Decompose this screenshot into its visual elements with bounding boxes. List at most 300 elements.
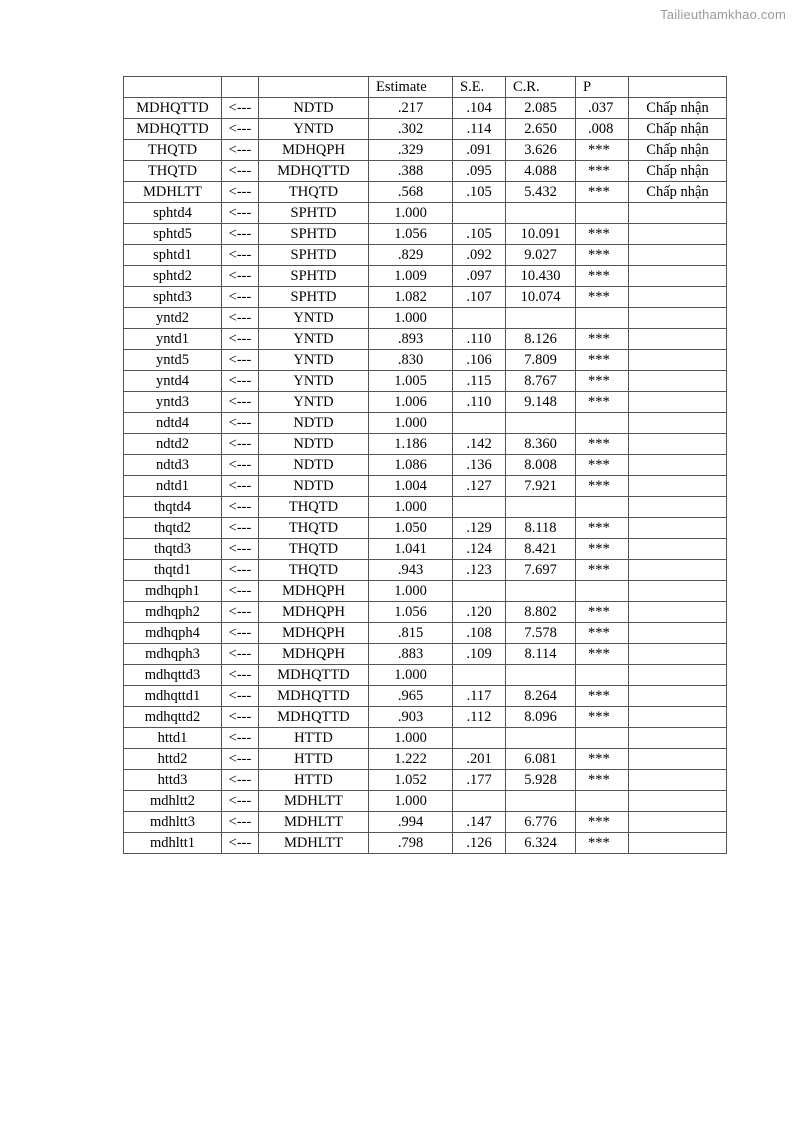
cell-p: *** xyxy=(576,287,629,308)
cell-cr: 9.027 xyxy=(506,245,576,266)
cell-estimate: .302 xyxy=(369,119,453,140)
table-row xyxy=(124,203,727,224)
cell-estimate: 1.050 xyxy=(369,518,453,539)
table-row xyxy=(124,665,727,686)
cell-variable: mdhqph1 xyxy=(124,581,222,602)
cell-se xyxy=(453,203,506,224)
cell-cr: 5.928 xyxy=(506,770,576,791)
cell-p: *** xyxy=(576,644,629,665)
cell-se: .105 xyxy=(453,224,506,245)
cell-se: .115 xyxy=(453,371,506,392)
cell-p: *** xyxy=(576,686,629,707)
cell-p: *** xyxy=(576,329,629,350)
cell-estimate: .965 xyxy=(369,686,453,707)
cell-variable: ndtd2 xyxy=(124,434,222,455)
cell-arrow: <--- xyxy=(222,392,259,413)
table-header-row xyxy=(124,77,727,98)
cell-estimate: 1.056 xyxy=(369,224,453,245)
cell-factor: THQTD xyxy=(259,497,369,518)
cell-arrow: <--- xyxy=(222,161,259,182)
cell-note xyxy=(629,497,727,518)
cell-factor: MDHQTTD xyxy=(259,686,369,707)
table-row xyxy=(124,602,727,623)
table-row xyxy=(124,266,727,287)
cell-factor: YNTD xyxy=(259,392,369,413)
cell-p xyxy=(576,728,629,749)
cell-p xyxy=(576,203,629,224)
cell-estimate: .329 xyxy=(369,140,453,161)
cell-estimate: .994 xyxy=(369,812,453,833)
cell-estimate: .903 xyxy=(369,707,453,728)
cell-estimate: 1.005 xyxy=(369,371,453,392)
cell-note xyxy=(629,350,727,371)
cell-p xyxy=(576,413,629,434)
cell-factor: YNTD xyxy=(259,371,369,392)
cell-estimate: .815 xyxy=(369,623,453,644)
cell-note xyxy=(629,623,727,644)
table-row xyxy=(124,833,727,854)
table-row xyxy=(124,140,727,161)
cell-note xyxy=(629,581,727,602)
cell-cr: 8.118 xyxy=(506,518,576,539)
table-body xyxy=(124,77,727,854)
cell-se xyxy=(453,308,506,329)
table-row xyxy=(124,182,727,203)
cell-estimate: 1.052 xyxy=(369,770,453,791)
cell-arrow: <--- xyxy=(222,665,259,686)
cell-factor: YNTD xyxy=(259,119,369,140)
cell-se: .126 xyxy=(453,833,506,854)
cell-note: Chấp nhận xyxy=(629,161,727,182)
cell-variable: thqtd2 xyxy=(124,518,222,539)
cell-factor: THQTD xyxy=(259,518,369,539)
cell-estimate: .830 xyxy=(369,350,453,371)
cell-arrow: <--- xyxy=(222,728,259,749)
table-row xyxy=(124,413,727,434)
table-row xyxy=(124,560,727,581)
cell-factor: MDHLTT xyxy=(259,791,369,812)
cell-variable: thqtd1 xyxy=(124,560,222,581)
cell-arrow: <--- xyxy=(222,413,259,434)
cell-factor: MDHQPH xyxy=(259,140,369,161)
table-row xyxy=(124,476,727,497)
cell-se: .147 xyxy=(453,812,506,833)
table-row xyxy=(124,119,727,140)
cell-se: .142 xyxy=(453,434,506,455)
cell-p: *** xyxy=(576,392,629,413)
cell-variable: mdhqttd2 xyxy=(124,707,222,728)
cell-se: .129 xyxy=(453,518,506,539)
cell-estimate: 1.000 xyxy=(369,413,453,434)
cell-estimate: .217 xyxy=(369,98,453,119)
cell-p: *** xyxy=(576,140,629,161)
cell-note xyxy=(629,287,727,308)
header-cell xyxy=(222,77,259,98)
cell-estimate: 1.056 xyxy=(369,602,453,623)
cell-estimate: 1.222 xyxy=(369,749,453,770)
cell-se xyxy=(453,728,506,749)
cell-variable: httd1 xyxy=(124,728,222,749)
cell-estimate: .388 xyxy=(369,161,453,182)
cell-variable: thqtd3 xyxy=(124,539,222,560)
cell-se: .110 xyxy=(453,329,506,350)
cell-p: .008 xyxy=(576,119,629,140)
cell-factor: MDHQPH xyxy=(259,602,369,623)
cell-arrow: <--- xyxy=(222,560,259,581)
cell-note xyxy=(629,371,727,392)
cell-p: *** xyxy=(576,518,629,539)
cell-note: Chấp nhận xyxy=(629,119,727,140)
cell-variable: httd2 xyxy=(124,749,222,770)
cell-factor: SPHTD xyxy=(259,287,369,308)
cell-arrow: <--- xyxy=(222,497,259,518)
cell-variable: mdhqph4 xyxy=(124,623,222,644)
cell-cr: 8.767 xyxy=(506,371,576,392)
cell-factor: NDTD xyxy=(259,413,369,434)
cell-p: *** xyxy=(576,350,629,371)
cell-note xyxy=(629,728,727,749)
cell-arrow: <--- xyxy=(222,833,259,854)
cell-cr: 6.081 xyxy=(506,749,576,770)
table-row xyxy=(124,812,727,833)
cell-note xyxy=(629,560,727,581)
cell-arrow: <--- xyxy=(222,308,259,329)
cell-note: Chấp nhận xyxy=(629,182,727,203)
cell-note xyxy=(629,602,727,623)
table-row xyxy=(124,350,727,371)
cell-factor: SPHTD xyxy=(259,266,369,287)
cell-cr: 10.074 xyxy=(506,287,576,308)
cell-variable: THQTD xyxy=(124,140,222,161)
cell-estimate: 1.000 xyxy=(369,665,453,686)
cell-note xyxy=(629,833,727,854)
cell-se: .110 xyxy=(453,392,506,413)
table-row xyxy=(124,287,727,308)
cell-variable: yntd1 xyxy=(124,329,222,350)
cell-cr: 7.578 xyxy=(506,623,576,644)
table-row xyxy=(124,749,727,770)
cell-note xyxy=(629,539,727,560)
cell-factor: MDHLTT xyxy=(259,833,369,854)
cell-p: .037 xyxy=(576,98,629,119)
cell-variable: mdhqttd1 xyxy=(124,686,222,707)
cell-note: Chấp nhận xyxy=(629,140,727,161)
cell-estimate: 1.086 xyxy=(369,455,453,476)
cell-cr: 4.088 xyxy=(506,161,576,182)
cell-variable: sphtd2 xyxy=(124,266,222,287)
header-cell xyxy=(124,77,222,98)
table-row xyxy=(124,497,727,518)
cell-estimate: 1.000 xyxy=(369,581,453,602)
cell-arrow: <--- xyxy=(222,623,259,644)
cell-p: *** xyxy=(576,749,629,770)
cell-factor: MDHQTTD xyxy=(259,707,369,728)
cell-cr: 6.776 xyxy=(506,812,576,833)
cell-estimate: 1.041 xyxy=(369,539,453,560)
header-cr: C.R. xyxy=(506,77,576,98)
cell-p: *** xyxy=(576,161,629,182)
table-row xyxy=(124,644,727,665)
cell-arrow: <--- xyxy=(222,686,259,707)
cell-arrow: <--- xyxy=(222,476,259,497)
cell-variable: mdhltt1 xyxy=(124,833,222,854)
cell-factor: THQTD xyxy=(259,182,369,203)
cell-variable: THQTD xyxy=(124,161,222,182)
cell-factor: HTTD xyxy=(259,749,369,770)
cell-se: .112 xyxy=(453,707,506,728)
cell-factor: MDHQTTD xyxy=(259,161,369,182)
cell-arrow: <--- xyxy=(222,329,259,350)
cell-cr xyxy=(506,791,576,812)
cell-estimate: 1.000 xyxy=(369,497,453,518)
cell-se: .091 xyxy=(453,140,506,161)
table-row xyxy=(124,434,727,455)
cell-cr: 7.809 xyxy=(506,350,576,371)
table-row xyxy=(124,791,727,812)
cell-p xyxy=(576,497,629,518)
cell-se: .105 xyxy=(453,182,506,203)
cell-factor: MDHQPH xyxy=(259,644,369,665)
cell-note xyxy=(629,749,727,770)
cell-cr: 8.360 xyxy=(506,434,576,455)
cell-se: .107 xyxy=(453,287,506,308)
cell-cr: 8.008 xyxy=(506,455,576,476)
cell-cr: 8.114 xyxy=(506,644,576,665)
cell-arrow: <--- xyxy=(222,266,259,287)
cell-se: .114 xyxy=(453,119,506,140)
cell-cr: 6.324 xyxy=(506,833,576,854)
cell-variable: yntd5 xyxy=(124,350,222,371)
cell-variable: thqtd4 xyxy=(124,497,222,518)
cell-note xyxy=(629,791,727,812)
header-cell xyxy=(629,77,727,98)
table-row xyxy=(124,707,727,728)
cell-note xyxy=(629,686,727,707)
cell-variable: httd3 xyxy=(124,770,222,791)
cell-note xyxy=(629,224,727,245)
cell-note xyxy=(629,476,727,497)
table-row xyxy=(124,308,727,329)
cell-factor: NDTD xyxy=(259,476,369,497)
cell-arrow: <--- xyxy=(222,455,259,476)
table-row xyxy=(124,455,727,476)
cell-se: .123 xyxy=(453,560,506,581)
cell-factor: SPHTD xyxy=(259,203,369,224)
cell-se: .106 xyxy=(453,350,506,371)
cell-cr xyxy=(506,728,576,749)
cell-note xyxy=(629,392,727,413)
cell-se: .108 xyxy=(453,623,506,644)
cell-se xyxy=(453,413,506,434)
cell-note xyxy=(629,434,727,455)
cell-cr: 8.802 xyxy=(506,602,576,623)
cell-estimate: 1.009 xyxy=(369,266,453,287)
table-row xyxy=(124,392,727,413)
cell-cr: 8.126 xyxy=(506,329,576,350)
cell-cr: 5.432 xyxy=(506,182,576,203)
cell-p: *** xyxy=(576,182,629,203)
cell-arrow: <--- xyxy=(222,602,259,623)
cell-note xyxy=(629,455,727,476)
cell-factor: NDTD xyxy=(259,98,369,119)
cell-variable: yntd2 xyxy=(124,308,222,329)
cell-factor: YNTD xyxy=(259,308,369,329)
cell-note xyxy=(629,707,727,728)
table-row xyxy=(124,728,727,749)
cell-note: Chấp nhận xyxy=(629,98,727,119)
cell-variable: sphtd1 xyxy=(124,245,222,266)
cell-note xyxy=(629,308,727,329)
cell-cr: 8.096 xyxy=(506,707,576,728)
cell-note xyxy=(629,203,727,224)
cell-p: *** xyxy=(576,266,629,287)
cell-cr: 10.430 xyxy=(506,266,576,287)
cell-estimate: .568 xyxy=(369,182,453,203)
table-row xyxy=(124,518,727,539)
cell-p: *** xyxy=(576,245,629,266)
cell-variable: yntd4 xyxy=(124,371,222,392)
cell-se: .097 xyxy=(453,266,506,287)
cell-variable: yntd3 xyxy=(124,392,222,413)
cell-se: .201 xyxy=(453,749,506,770)
cell-arrow: <--- xyxy=(222,791,259,812)
cell-estimate: .883 xyxy=(369,644,453,665)
cell-p: *** xyxy=(576,707,629,728)
cell-estimate: 1.082 xyxy=(369,287,453,308)
cell-se: .136 xyxy=(453,455,506,476)
cell-arrow: <--- xyxy=(222,707,259,728)
table-row xyxy=(124,770,727,791)
table-row xyxy=(124,539,727,560)
cell-note xyxy=(629,812,727,833)
cell-factor: MDHLTT xyxy=(259,812,369,833)
cell-factor: NDTD xyxy=(259,455,369,476)
cell-se: .095 xyxy=(453,161,506,182)
cell-arrow: <--- xyxy=(222,770,259,791)
cell-variable: mdhltt3 xyxy=(124,812,222,833)
cell-cr xyxy=(506,497,576,518)
cell-p xyxy=(576,665,629,686)
cell-factor: HTTD xyxy=(259,770,369,791)
cell-p: *** xyxy=(576,476,629,497)
cell-cr: 7.697 xyxy=(506,560,576,581)
cell-p: *** xyxy=(576,623,629,644)
table-row xyxy=(124,245,727,266)
cell-cr: 2.650 xyxy=(506,119,576,140)
cell-variable: ndtd4 xyxy=(124,413,222,434)
cell-note xyxy=(629,665,727,686)
table-row xyxy=(124,686,727,707)
watermark-text: Tailieuthamkhao.com xyxy=(660,7,786,22)
cell-factor: NDTD xyxy=(259,434,369,455)
cell-factor: YNTD xyxy=(259,350,369,371)
cell-arrow: <--- xyxy=(222,434,259,455)
table-row xyxy=(124,161,727,182)
cell-cr: 7.921 xyxy=(506,476,576,497)
cell-note xyxy=(629,413,727,434)
cell-variable: mdhltt2 xyxy=(124,791,222,812)
cell-se xyxy=(453,665,506,686)
cell-p: *** xyxy=(576,224,629,245)
cell-p: *** xyxy=(576,434,629,455)
cell-estimate: 1.006 xyxy=(369,392,453,413)
cell-factor: THQTD xyxy=(259,539,369,560)
cell-p: *** xyxy=(576,371,629,392)
cell-note xyxy=(629,245,727,266)
cell-arrow: <--- xyxy=(222,749,259,770)
header-estimate: Estimate xyxy=(369,77,453,98)
cell-factor: MDHQPH xyxy=(259,581,369,602)
cell-se: .124 xyxy=(453,539,506,560)
cell-se xyxy=(453,791,506,812)
cell-factor: YNTD xyxy=(259,329,369,350)
cell-se: .120 xyxy=(453,602,506,623)
cell-note xyxy=(629,518,727,539)
header-cell xyxy=(259,77,369,98)
cell-p: *** xyxy=(576,770,629,791)
cell-variable: mdhqph2 xyxy=(124,602,222,623)
cell-factor: MDHQTTD xyxy=(259,665,369,686)
cell-arrow: <--- xyxy=(222,539,259,560)
table-row xyxy=(124,581,727,602)
cell-estimate: 1.000 xyxy=(369,791,453,812)
cell-arrow: <--- xyxy=(222,224,259,245)
cell-note xyxy=(629,329,727,350)
cell-p xyxy=(576,791,629,812)
cell-estimate: 1.000 xyxy=(369,728,453,749)
cell-arrow: <--- xyxy=(222,812,259,833)
cell-se xyxy=(453,581,506,602)
cell-p: *** xyxy=(576,833,629,854)
cell-cr: 8.421 xyxy=(506,539,576,560)
header-se: S.E. xyxy=(453,77,506,98)
cell-arrow: <--- xyxy=(222,203,259,224)
table-row xyxy=(124,371,727,392)
cell-cr xyxy=(506,665,576,686)
cell-variable: ndtd1 xyxy=(124,476,222,497)
regression-weights-table xyxy=(123,76,727,854)
cell-se: .117 xyxy=(453,686,506,707)
cell-note xyxy=(629,266,727,287)
cell-p: *** xyxy=(576,455,629,476)
cell-arrow: <--- xyxy=(222,350,259,371)
cell-variable: sphtd5 xyxy=(124,224,222,245)
cell-arrow: <--- xyxy=(222,119,259,140)
cell-arrow: <--- xyxy=(222,182,259,203)
cell-se: .092 xyxy=(453,245,506,266)
cell-arrow: <--- xyxy=(222,245,259,266)
cell-arrow: <--- xyxy=(222,140,259,161)
cell-estimate: 1.000 xyxy=(369,308,453,329)
cell-note xyxy=(629,644,727,665)
cell-p xyxy=(576,308,629,329)
header-p: P xyxy=(576,77,629,98)
cell-estimate: 1.000 xyxy=(369,203,453,224)
cell-cr: 2.085 xyxy=(506,98,576,119)
table-row xyxy=(124,623,727,644)
cell-estimate: .829 xyxy=(369,245,453,266)
cell-variable: MDHLTT xyxy=(124,182,222,203)
cell-arrow: <--- xyxy=(222,98,259,119)
cell-arrow: <--- xyxy=(222,644,259,665)
cell-cr: 10.091 xyxy=(506,224,576,245)
cell-arrow: <--- xyxy=(222,581,259,602)
cell-se: .109 xyxy=(453,644,506,665)
cell-p: *** xyxy=(576,602,629,623)
cell-cr: 9.148 xyxy=(506,392,576,413)
cell-cr xyxy=(506,203,576,224)
cell-p: *** xyxy=(576,812,629,833)
